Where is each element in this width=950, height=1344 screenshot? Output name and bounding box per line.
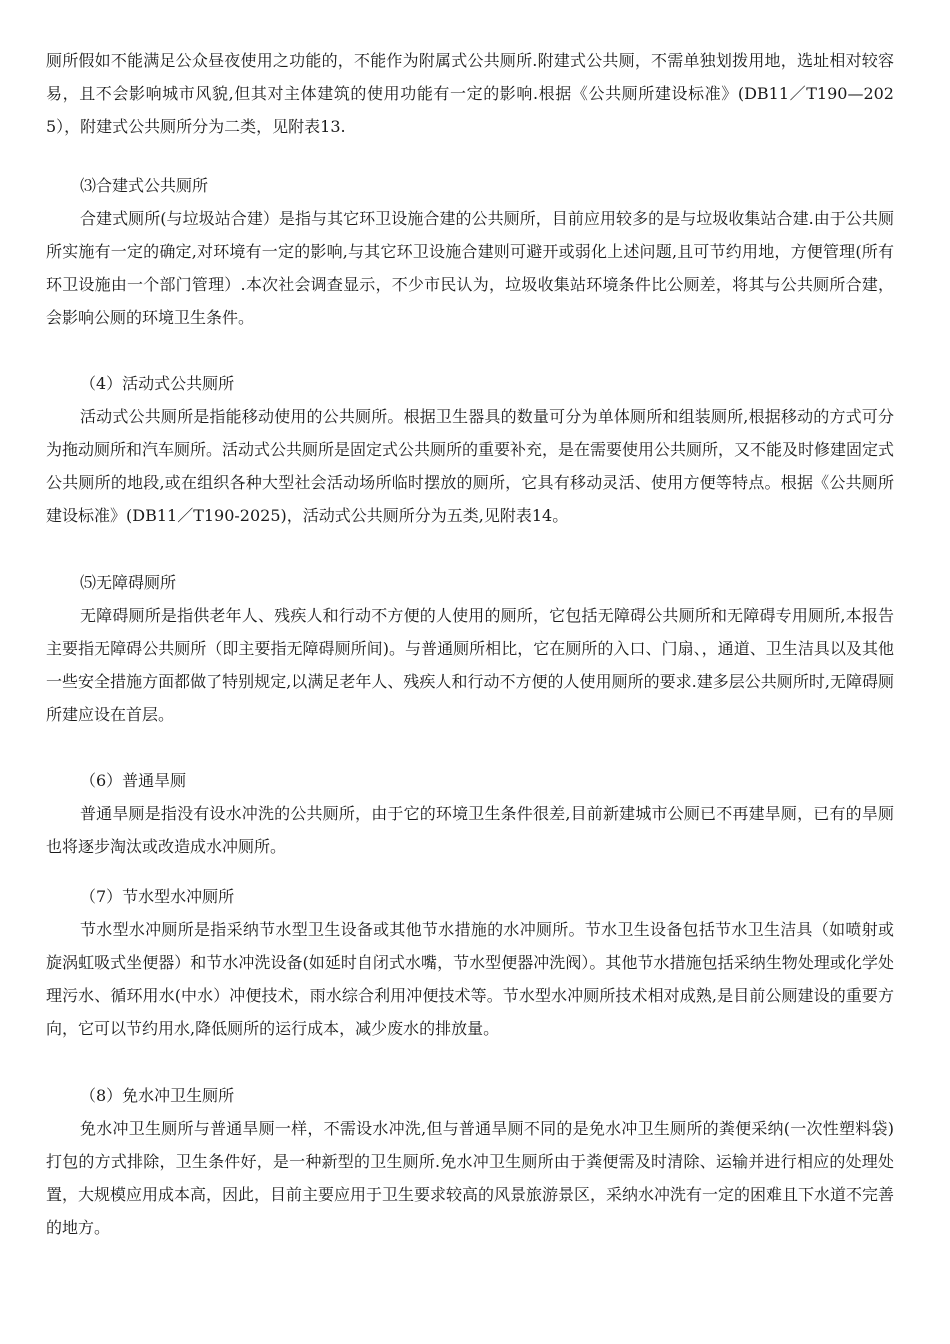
paragraph-attached-toilet-cont: 厕所假如不能满足公众昼夜使用之功能的，不能作为附属式公共厕所.附建式公共厕，不需单独划拨用地，选址相对较容易，且不会影响城市风貌,但其对主体建筑的使用功能有一定的影响.根据《公共厕所建设标准》(DB11／T190—2025），附建式公共厕所分为二类，见附表13. [46,51,894,136]
heading-waterless-toilet: （8）免水冲卫生厕所 [80,1086,235,1105]
heading-water-saving-toilet: （7）节水型水冲厕所 [80,887,235,906]
paragraph-mobile-toilet: 活动式公共厕所是指能移动使用的公共厕所。根据卫生器具的数量可分为单体厕所和组装厕所,根据移动的方式可分为拖动厕所和汽车厕所。活动式公共厕所是固定式公共厕所的重要补充，是在需要使用公共厕所，又不能及时修建固定式公共厕所的地段,或在组织各种大型社会活动场所临时摆放的厕所，它具有移动灵活、使用方便等特点。根据《公共厕所建设标准》(DB11／T190-2025)，活动式公共厕所分为五类,见附表14。 [46,407,895,525]
paragraph-combined-toilet: 合建式厕所(与垃圾站合建）是指与其它环卫设施合建的公共厕所，目前应用较多的是与垃圾收集站合建.由于公共厕所实施有一定的确定,对环境有一定的影响,与其它环卫设施合建则可避开或弱化上述问题,且可节约用地，方便管理(所有环卫设施由一个部门管理）.本次社会调查显示，不少市民认为，垃圾收集站环境条件比公厕差，将其与公共厕所合建，会影响公厕的环境卫生条件。 [46,209,894,327]
heading-combined-toilet: ⑶合建式公共厕所 [80,176,209,195]
paragraph-waterless-toilet: 免水冲卫生厕所与普通旱厕一样，不需设水冲洗,但与普通旱厕不同的是免水冲卫生厕所的粪便采纳(一次性塑料袋)打包的方式排除，卫生条件好，是一种新型的卫生厕所.免水冲卫生厕所由于粪便需及时清除、运输并进行相应的处理处置，大规模应用成本高，因此，目前主要应用于卫生要求较高的风景旅游景区，采纳水冲洗有一定的困难且下水道不完善的地方。 [46,1119,895,1237]
paragraph-dry-toilet: 普通旱厕是指没有设水冲洗的公共厕所，由于它的环境卫生条件很差,目前新建城市公厕已不再建旱厕，已有的旱厕也将逐步淘汰或改造成水冲厕所。 [46,804,894,856]
heading-accessible-toilet: ⑸无障碍厕所 [80,573,177,592]
heading-dry-toilet: （6）普通旱厕 [80,771,187,790]
paragraph-accessible-toilet: 无障碍厕所是指供老年人、残疾人和行动不方便的人使用的厕所，它包括无障碍公共厕所和无障碍专用厕所,本报告主要指无障碍公共厕所（即主要指无障碍厕所间)。与普通厕所相比，它在厕所的入口、门扇、，通道、卫生洁具以及其他一些安全措施方面都做了特别规定,以满足老年人、残疾人和行动不方便的人使用厕所的要求.建多层公共厕所时,无障碍厕所建应设在首层。 [46,606,894,724]
paragraph-water-saving-toilet: 节水型水冲厕所是指采纳节水型卫生设备或其他节水措施的水冲厕所。节水卫生设备包括节水卫生洁具（如喷射或旋涡虹吸式坐便器）和节水冲洗设备(如延时自闭式水嘴，节水型便器冲洗阀）。其他节水措施包括采纳生物处理或化学处理污水、循环用水(中水）冲便技术，雨水综合利用冲便技术等。节水型水冲厕所技术相对成熟,是目前公厕建设的重要方向，它可以节约用水,降低厕所的运行成本，减少废水的排放量。 [46,920,894,1038]
heading-mobile-toilet: （4）活动式公共厕所 [80,374,235,393]
